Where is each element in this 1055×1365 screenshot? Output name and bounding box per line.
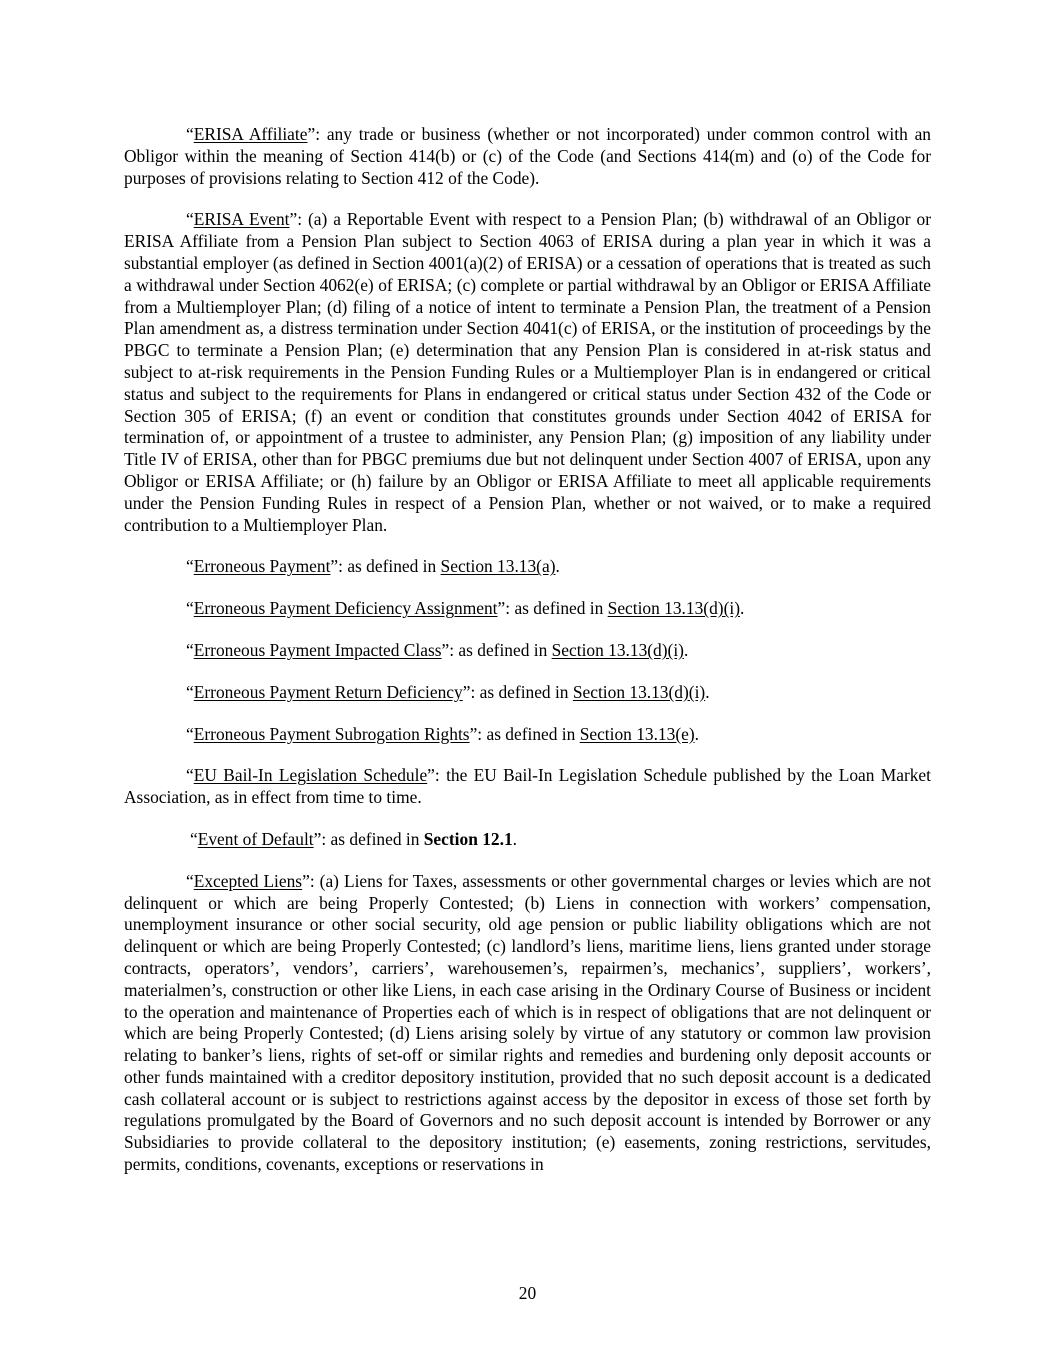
quote-open: “: [186, 209, 194, 230]
definition-body: : any trade or business (whether or not incorporated) under common control with an Obligor within the meaning of Section 414(b) or (c) of the Code (and Sections 414(m) and (o) of the Code for purposes of provisions relating to Section 412 of the Code).: [124, 124, 932, 188]
definition-erroneous-payment-return-deficiency: [124, 682, 931, 704]
quote-open: “: [186, 556, 194, 577]
quote-close: ”: [302, 870, 310, 891]
defined-term: EU Bail-In Legislation Schedule: [193, 765, 428, 786]
section-reference: Section 12.1: [423, 828, 513, 849]
document-page: [124, 124, 931, 1196]
section-reference: Section 13.13(d)(i): [551, 639, 684, 660]
section-reference: Section 13.13(d)(i): [572, 681, 706, 702]
section-reference: Section 13.13(e): [579, 723, 695, 744]
defined-term: Erroneous Payment Deficiency Assignment: [193, 598, 498, 619]
definition-event-of-default: [124, 829, 931, 851]
definition-body: : (a) a Reportable Event with respect to a Pension Plan; (b) withdrawal of an Obligor or ERISA Affiliate from a Pension Plan subject to Section 4063 of ERISA during a plan year in which it was a substantial employer (as defined in Section 4001(a)(2) of ERISA) or a cessation of operations that is treated as such a withdrawal under Section 4062(e) of ERISA; (c) complete or partial withdrawal by an Obligor or ERISA Affiliate from a Multiemployer Plan; (d) filing of a notice of intent to terminate a Pension Plan, the treatment of a Pension Plan amendment as, a distress termination under Section 4041(c) of ERISA, or the institution of proceedings by the PBGC to terminate a Pension Plan; (e) determination that any Pension Plan is considered in at-risk status and subject to at-risk requirements in the Pension Funding Rules or a Multiemployer Plan is in endangered or critical status and subject to the requirements for Plans in endangered or critical status under Section 432 of the Code or Section 305 of ERISA; (f) an event or condition that constitutes grounds under Section 4042 of ERISA for termination of, or appointment of a trustee to administer, any Pension Plan; (g) imposition of any liability under Title IV of ERISA, other than for PBGC premiums due but not delinquent under Section 4007 of ERISA, upon any Obligor or ERISA Affiliate; or (h) failure by an Obligor or ERISA Affiliate to meet all applicable requirements under the Pension Funding Rules in respect of a Pension Plan, whether or not waived, or to make a required contribution to a Multiemployer Plan.: [124, 209, 931, 535]
section-reference: Section 13.13(d)(i): [607, 598, 740, 619]
definition-eu-bail-in-legislation-schedule: [124, 765, 931, 809]
definition-body: : as defined in: [449, 639, 552, 660]
defined-term: Erroneous Payment Impacted Class: [193, 639, 442, 660]
quote-close: ”: [427, 765, 435, 786]
quote-close: ”: [441, 639, 450, 660]
quote-open: “: [190, 828, 198, 849]
definition-erisa-affiliate: [124, 124, 931, 189]
definition-body: : the EU Bail-In Legislation Schedule published by the Loan Market Association, as in effect from time to time.: [124, 765, 931, 808]
definition-erroneous-payment-deficiency-assignment: [124, 598, 931, 620]
definition-body: : as defined in: [470, 681, 573, 702]
definition-end: .: [555, 556, 560, 577]
quote-close: ”: [313, 828, 322, 849]
definition-end: .: [694, 723, 699, 744]
definition-erroneous-payment: [124, 556, 931, 578]
definition-body: : as defined in: [505, 598, 608, 619]
quote-close: ”: [289, 209, 298, 230]
defined-term: ERISA Affiliate: [193, 124, 308, 144]
defined-term: Erroneous Payment Return Deficiency: [193, 681, 463, 702]
definition-erisa-event: [124, 209, 931, 536]
definition-end: .: [683, 639, 689, 660]
definition-body: : as defined in: [338, 556, 441, 577]
quote-open: “: [186, 639, 194, 660]
quote-close: ”: [307, 124, 316, 144]
definition-end: .: [512, 828, 518, 849]
definition-body: : as defined in: [477, 723, 580, 744]
quote-open: “: [186, 598, 194, 619]
quote-close: ”: [469, 723, 478, 744]
quote-close: ”: [497, 598, 506, 619]
section-reference: Section 13.13(a): [440, 556, 556, 577]
quote-open: “: [186, 870, 194, 891]
quote-open: “: [186, 723, 194, 744]
quote-open: “: [186, 681, 194, 702]
definition-erroneous-payment-impacted-class: [124, 640, 931, 662]
defined-term: ERISA Event: [193, 209, 290, 230]
defined-term: Erroneous Payment: [193, 556, 331, 577]
defined-term: Excepted Liens: [193, 870, 303, 891]
quote-close: ”: [462, 681, 471, 702]
quote-open: “: [186, 124, 194, 144]
definition-body: : (a) Liens for Taxes, assessments or other governmental charges or levies which are not delinquent or which are being Properly Contested; (b) Liens in connection with workers’ compensation, unemployment insurance or other social security, old age pension or public liability obligations which are not delinquent or which are being Properly Contested; (c) landlord’s liens, maritime liens, liens granted under storage contracts, operators’, vendors’, carriers’, warehousemen’s, repairmen’s, mechanics’, suppliers’, workers’, materialmen’s, construction or other like Liens, in each case arising in the Ordinary Course of Business or incident to the operation and maintenance of Properties each of which is in respect of obligations that are not delinquent or which are being Properly Contested; (d) Liens arising solely by virtue of any statutory or common law provision relating to banker’s liens, rights of set-off or similar rights and remedies and burdening only deposit accounts or other funds maintained with a creditor depository institution, provided that no such deposit account is a dedicated cash collateral account or is subject to restrictions against access by the depositor in excess of those set forth by regulations promulgated by the Board of Governors and no such deposit account is intended by Borrower or any Subsidiaries to provide collateral to the depository institution; (e) easements, zoning restrictions, servitudes, permits, conditions, covenants, exceptions or reservations in: [124, 870, 931, 1175]
definition-end: .: [740, 598, 745, 619]
quote-close: ”: [330, 556, 339, 577]
defined-term: Event of Default: [197, 828, 314, 849]
quote-open: “: [186, 765, 194, 786]
definition-end: .: [705, 681, 710, 702]
defined-term: Erroneous Payment Subrogation Rights: [193, 723, 470, 744]
definition-erroneous-payment-subrogation-rights: [124, 724, 931, 746]
page-number: 20: [518, 1283, 537, 1303]
definition-body: : as defined in: [321, 828, 424, 849]
definition-excepted-liens: [124, 871, 931, 1176]
